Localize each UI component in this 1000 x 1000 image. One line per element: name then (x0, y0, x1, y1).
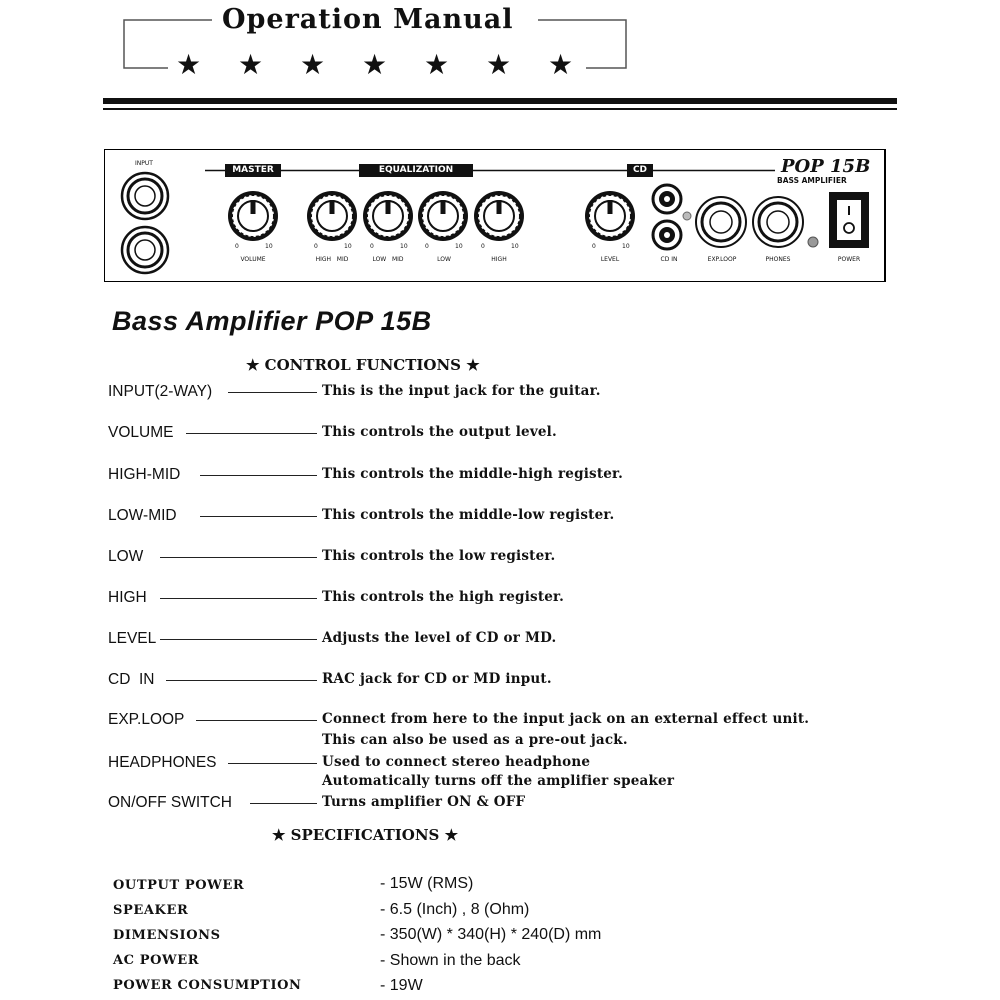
control-desc: This controls the middle-high register. (322, 466, 624, 482)
low-mid-knob[interactable] (363, 191, 413, 241)
control-desc: Adjusts the level of CD or MD. (322, 630, 557, 646)
volume-label: VOLUME (240, 256, 266, 263)
cd-section-label: CD (627, 164, 653, 177)
knob-min: 0 (592, 243, 596, 250)
leader-line (160, 639, 317, 640)
knob-max: 10 (622, 243, 630, 250)
leader-line (160, 598, 317, 599)
knob-min: 0 (314, 243, 318, 250)
spec-label: POWER CONSUMPTION (113, 978, 302, 993)
equalization-section-label: EQUALIZATION (359, 164, 473, 177)
star-icon: ★ (486, 50, 512, 81)
star-icon: ★ (548, 50, 574, 81)
amplifier-front-panel (104, 149, 886, 282)
knob-max: 10 (265, 243, 273, 250)
star-icon: ★ (300, 50, 326, 81)
control-name: VOLUME (108, 424, 174, 441)
power-label: POWER (837, 256, 861, 263)
control-name: HIGH (108, 589, 147, 606)
phones-jack-icon[interactable] (750, 194, 822, 250)
input-label: INPUT (135, 160, 153, 167)
control-name: CD IN (108, 671, 155, 688)
star-icon: ★ (238, 50, 264, 81)
spec-value: - 19W (380, 977, 423, 994)
spec-value: - 350(W) * 340(H) * 240(D) mm (380, 926, 602, 943)
control-desc: Used to connect stereo headphone (322, 754, 591, 770)
volume-knob[interactable] (228, 191, 278, 241)
control-name: INPUT(2-WAY) (108, 383, 213, 400)
high-label: HIGH (491, 256, 507, 263)
leader-line (228, 392, 317, 393)
leader-line (200, 516, 317, 517)
spec-value: - 6.5 (Inch) , 8 (Ohm) (380, 901, 530, 918)
brand-subtitle: BASS AMPLIFIER (777, 176, 847, 185)
master-section-label: MASTER (225, 164, 281, 177)
leader-line (186, 433, 317, 434)
control-desc: Turns amplifier ON & OFF (322, 794, 526, 810)
star-icon: ★ (176, 50, 202, 81)
cd-in-rca-jack-icon[interactable] (645, 182, 695, 254)
leader-line (166, 680, 317, 681)
control-desc: This controls the output level. (322, 424, 557, 440)
control-desc: This controls the high register. (322, 589, 565, 605)
exp-loop-jack-icon[interactable] (693, 194, 749, 250)
spec-value: - Shown in the back (380, 952, 521, 969)
spec-label: AC POWER (113, 953, 200, 968)
control-functions-heading: ★ CONTROL FUNCTIONS ★ (246, 356, 480, 374)
power-switch-icon[interactable] (827, 190, 871, 250)
high-mid-label: HIGH MID (315, 256, 349, 263)
control-desc: Connect from here to the input jack on an external effect unit. (322, 711, 810, 727)
leader-line (228, 763, 317, 764)
high-mid-knob[interactable] (307, 191, 357, 241)
control-desc: Automatically turns off the amplifier speaker (322, 773, 675, 789)
leader-line (250, 803, 317, 804)
control-name: LEVEL (108, 630, 157, 647)
brand-model: POP 15B (781, 156, 871, 177)
knob-max: 10 (400, 243, 408, 250)
level-label: LEVEL (600, 256, 620, 263)
level-knob[interactable] (585, 191, 635, 241)
leader-line (160, 557, 317, 558)
control-desc: RAC jack for CD or MD input. (322, 671, 552, 687)
control-name: ON/OFF SWITCH (108, 794, 232, 811)
control-desc: This is the input jack for the guitar. (322, 383, 601, 399)
knob-max: 10 (455, 243, 463, 250)
star-icon: ★ (424, 50, 450, 81)
control-name: HIGH-MID (108, 466, 181, 483)
specifications-heading: ★ SPECIFICATIONS ★ (272, 826, 459, 844)
knob-min: 0 (235, 243, 239, 250)
phones-label: PHONES (765, 256, 791, 263)
leader-line (196, 720, 317, 721)
cd-in-label: CD IN (660, 256, 678, 263)
high-knob[interactable] (474, 191, 524, 241)
control-name: EXP.LOOP (108, 711, 185, 728)
low-label: LOW (437, 256, 451, 263)
model-title: Bass Amplifier POP 15B (112, 306, 432, 336)
spec-label: SPEAKER (113, 903, 189, 918)
control-name: LOW-MID (108, 507, 177, 524)
low-knob[interactable] (418, 191, 468, 241)
spec-value: - 15W (RMS) (380, 875, 474, 892)
low-mid-label: LOW MID (372, 256, 404, 263)
control-desc: This controls the low register. (322, 548, 556, 564)
knob-min: 0 (425, 243, 429, 250)
leader-line (200, 475, 317, 476)
knob-min: 0 (370, 243, 374, 250)
knob-max: 10 (344, 243, 352, 250)
knob-max: 10 (511, 243, 519, 250)
control-desc: This can also be used as a pre-out jack. (322, 732, 628, 748)
exp-loop-label: EXP.LOOP (707, 256, 737, 263)
star-icon: ★ (362, 50, 388, 81)
knob-min: 0 (481, 243, 485, 250)
section-divider-line (105, 164, 885, 178)
manual-title: Operation Manual (222, 4, 514, 35)
control-desc: This controls the middle-low register. (322, 507, 615, 523)
spec-label: OUTPUT POWER (113, 878, 245, 893)
control-name: LOW (108, 548, 144, 565)
spec-label: DIMENSIONS (113, 928, 221, 943)
control-name: HEADPHONES (108, 754, 217, 771)
